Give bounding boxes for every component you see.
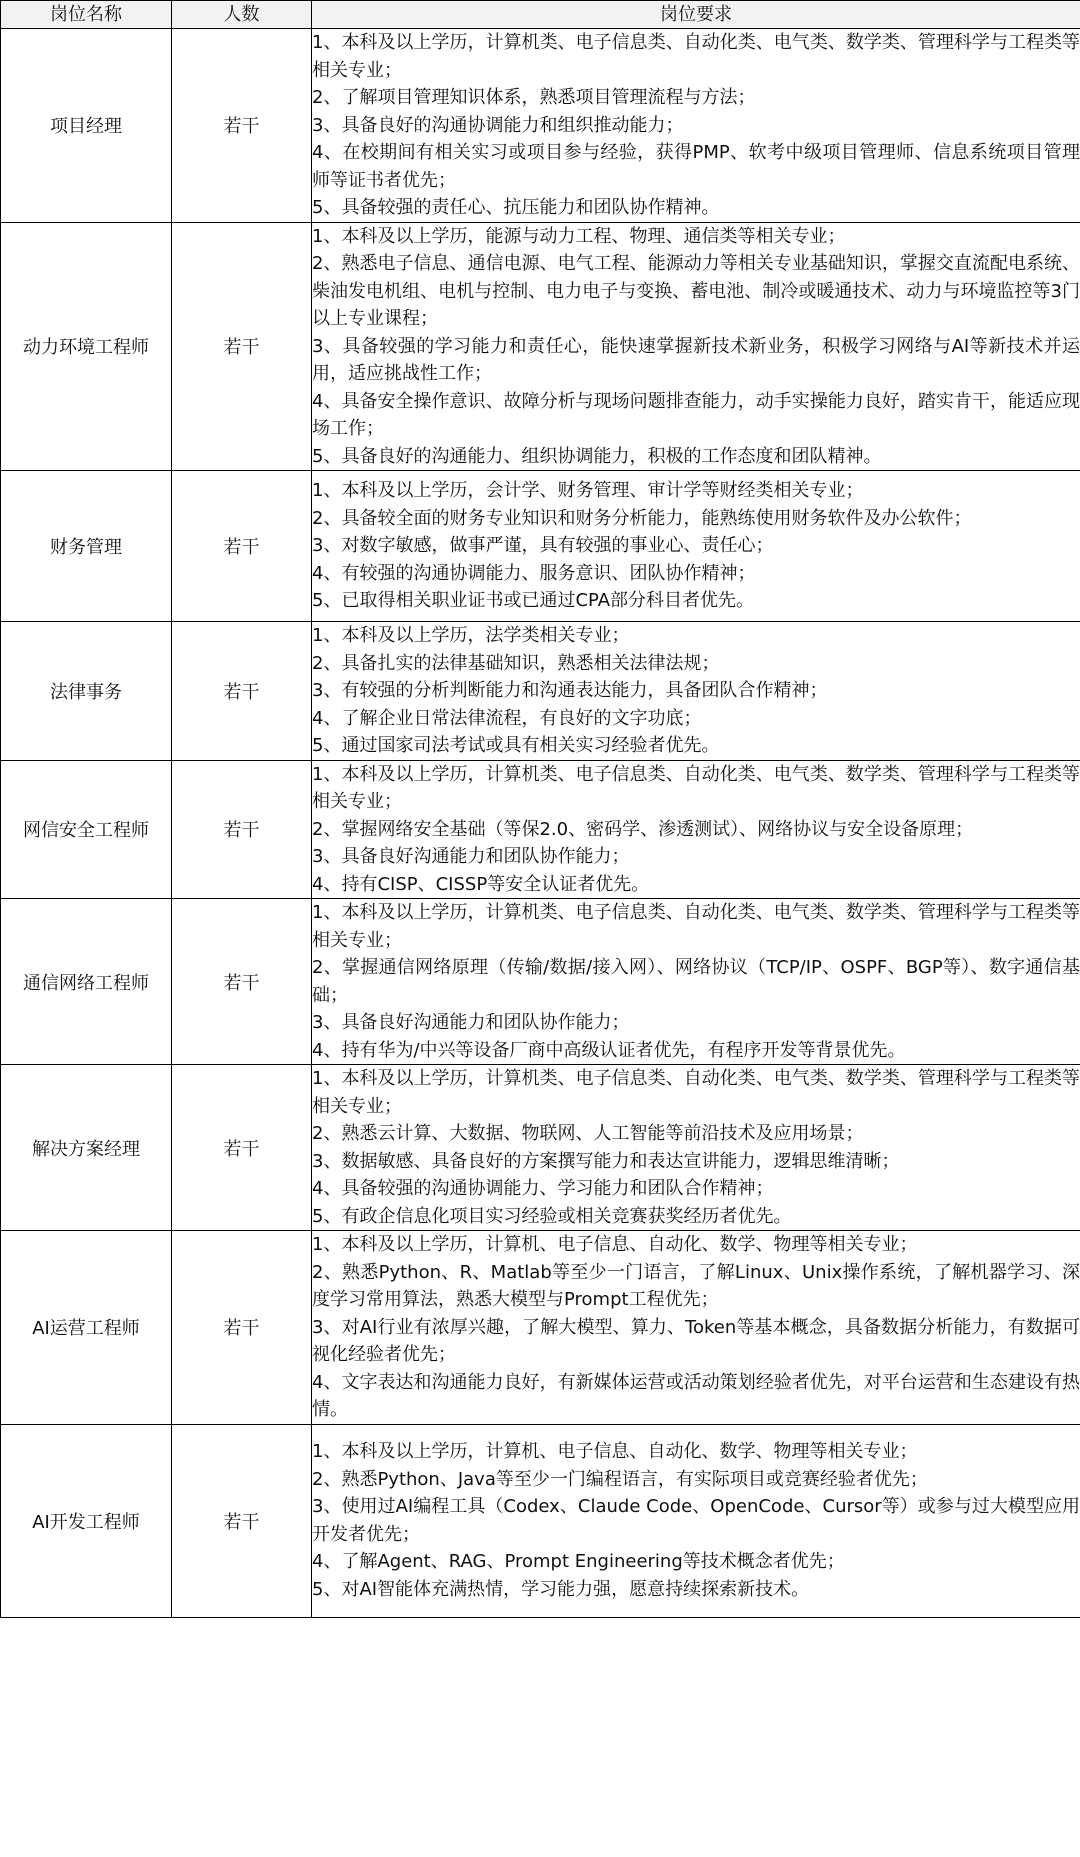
requirement-item: 2、了解项目管理知识体系，熟悉项目管理流程与方法；	[312, 87, 756, 108]
requirement-item: 1、本科及以上学历，计算机、电子信息、自动化、数学、物理等相关专业；	[312, 1441, 918, 1462]
table-row	[1, 222, 1080, 471]
job-name: AI运营工程师	[1, 1231, 172, 1425]
header-requirements: 岗位要求	[312, 1, 1080, 29]
requirement-item: 4、文字表达和沟通能力良好，有新媒体运营或活动策划经验者优先，对平台运营和生态建设有热情。	[312, 1371, 1080, 1420]
job-headcount: 若干	[172, 1065, 312, 1231]
requirement-item: 1、本科及以上学历，计算机类、电子信息类、自动化类、电气类、数学类、管理科学与工程类等相关专业；	[312, 1068, 1080, 1117]
requirement-item: 1、本科及以上学历，能源与动力工程、物理、通信类等相关专业；	[312, 225, 846, 247]
requirement-item: 3、对AI行业有浓厚兴趣，了解大模型、算力、Token等基本概念，具备数据分析能力，有数据可视化经验者优先；	[312, 1316, 1080, 1365]
requirement-item: 3、具备良好的沟通协调能力和组织推动能力；	[312, 114, 684, 136]
table-row	[1, 899, 1080, 1065]
job-name: 动力环境工程师	[1, 222, 172, 471]
job-requirements	[312, 29, 1080, 223]
job-name: AI开发工程师	[1, 1424, 172, 1617]
requirement-item: 5、已取得相关职业证书或已通过CPA部分科目者优先。	[312, 590, 755, 612]
requirement-item: 5、有政企信息化项目实习经验或相关竞赛获奖经历者优先。	[312, 1205, 792, 1227]
job-requirements	[312, 1424, 1080, 1617]
job-headcount: 若干	[172, 222, 312, 471]
job-requirements	[312, 471, 1080, 622]
table-row	[1, 1065, 1080, 1231]
requirement-item: 4、持有华为/中兴等设备厂商中高级认证者优先，有程序开发等背景优先。	[312, 1039, 906, 1061]
job-requirements	[312, 760, 1080, 899]
requirement-item: 3、使用过AI编程工具（Codex、Claude Code、OpenCode、Cursor等）或参与过大模型应用开发者优先；	[312, 1496, 1080, 1545]
table-row	[1, 760, 1080, 899]
job-requirements	[312, 899, 1080, 1065]
requirement-item: 2、掌握网络安全基础（等保2.0、密码学、渗透测试）、网络协议与安全设备原理；	[312, 818, 974, 840]
job-name: 法律事务	[1, 622, 172, 761]
requirement-item: 1、本科及以上学历，计算机、电子信息、自动化、数学、物理等相关专业；	[312, 1234, 918, 1255]
table-row	[1, 471, 1080, 622]
header-position-name: 岗位名称	[1, 1, 172, 29]
requirement-item: 4、具备较强的沟通协调能力、学习能力和团队合作精神；	[312, 1178, 774, 1199]
requirement-item: 3、数据敏感、具备良好的方案撰写能力和表达宣讲能力，逻辑思维清晰；	[312, 1150, 900, 1172]
requirement-item: 1、本科及以上学历，计算机类、电子信息类、自动化类、电气类、数学类、管理科学与工程类等相关专业；	[312, 902, 1080, 951]
requirement-item: 4、了解Agent、RAG、Prompt Engineering等技术概念者优先；	[312, 1551, 845, 1572]
requirement-item: 3、有较强的分析判断能力和沟通表达能力，具备团队合作精神；	[312, 680, 828, 701]
job-name: 财务管理	[1, 471, 172, 622]
job-name: 通信网络工程师	[1, 899, 172, 1065]
requirement-item: 2、熟悉电子信息、通信电源、电气工程、能源动力等相关专业基础知识，掌握交直流配电系统、柴油发电机组、电机与控制、电力电子与变换、蓄电池、制冷或暖通技术、动力与环境监控等3门以上专业课程；	[312, 253, 1080, 329]
job-headcount: 若干	[172, 1424, 312, 1617]
job-headcount: 若干	[172, 760, 312, 899]
table-row	[1, 1424, 1080, 1617]
requirement-item: 3、具备良好沟通能力和团队协作能力；	[312, 846, 630, 867]
requirement-item: 1、本科及以上学历，计算机类、电子信息类、自动化类、电气类、数学类、管理科学与工程类等相关专业；	[312, 32, 1080, 81]
requirement-item: 1、本科及以上学历，会计学、财务管理、审计学等财经类相关专业；	[312, 480, 864, 502]
header-headcount: 人数	[172, 1, 312, 29]
requirement-item: 5、对AI智能体充满热情，学习能力强，愿意持续探索新技术。	[312, 1578, 810, 1600]
requirement-item: 4、在校期间有相关实习或项目参与经验，获得PMP、软考中级项目管理师、信息系统项目管理师等证书者优先；	[312, 142, 1080, 191]
requirement-item: 3、具备良好沟通能力和团队协作能力；	[312, 1012, 630, 1033]
job-requirements	[312, 1231, 1080, 1425]
requirement-item: 3、具备较强的学习能力和责任心，能快速掌握新技术新业务，积极学习网络与AI等新技术并运用，适应挑战性工作；	[312, 335, 1080, 384]
requirement-item: 2、掌握通信网络原理（传输/数据/接入网）、网络协议（TCP/IP、OSPF、BGP等）、数字通信基础；	[312, 957, 1080, 1006]
requirement-item: 2、熟悉Python、R、Matlab等至少一门语言，了解Linux、Unix操作系统，了解机器学习、深度学习常用算法，熟悉大模型与Prompt工程优先；	[312, 1261, 1080, 1310]
job-requirements	[312, 1065, 1080, 1231]
requirement-item: 1、本科及以上学历，法学类相关专业；	[312, 625, 630, 646]
table-row	[1, 622, 1080, 761]
requirement-item: 5、具备良好的沟通能力、组织协调能力，积极的工作态度和团队精神。	[312, 445, 882, 467]
requirement-item: 4、有较强的沟通协调能力、服务意识、团队协作精神；	[312, 562, 756, 584]
job-headcount: 若干	[172, 899, 312, 1065]
table-body	[1, 29, 1080, 1618]
table-row	[1, 1231, 1080, 1425]
requirement-item: 2、熟悉Python、Java等至少一门编程语言，有实际项目或竞赛经验者优先；	[312, 1468, 928, 1490]
requirement-item: 2、具备较全面的财务专业知识和财务分析能力，能熟练使用财务软件及办公软件；	[312, 507, 972, 529]
requirement-item: 2、熟悉云计算、大数据、物联网、人工智能等前沿技术及应用场景；	[312, 1123, 864, 1144]
job-headcount: 若干	[172, 1231, 312, 1425]
requirement-item: 4、具备安全操作意识、故障分析与现场问题排查能力，动手实操能力良好，踏实肯干，能适应现场工作；	[312, 390, 1080, 439]
requirement-item: 3、对数字敏感，做事严谨，具有较强的事业心、责任心；	[312, 535, 774, 557]
job-name: 项目经理	[1, 29, 172, 223]
requirement-item: 4、持有CISP、CISSP等安全认证者优先。	[312, 873, 650, 895]
job-headcount: 若干	[172, 622, 312, 761]
requirement-item: 4、了解企业日常法律流程，有良好的文字功底；	[312, 707, 702, 729]
requirement-item: 2、具备扎实的法律基础知识，熟悉相关法律法规；	[312, 652, 720, 674]
requirement-item: 5、具备较强的责任心、抗压能力和团队协作精神。	[312, 197, 720, 218]
job-headcount: 若干	[172, 29, 312, 223]
requirement-item: 1、本科及以上学历，计算机类、电子信息类、自动化类、电气类、数学类、管理科学与工程类等相关专业；	[312, 763, 1080, 812]
table-row	[1, 29, 1080, 223]
job-name: 解决方案经理	[1, 1065, 172, 1231]
table-header-row	[1, 1, 1080, 29]
job-headcount: 若干	[172, 471, 312, 622]
job-name: 网信安全工程师	[1, 760, 172, 899]
job-requirements	[312, 622, 1080, 761]
requirement-item: 5、通过国家司法考试或具有相关实习经验者优先。	[312, 735, 720, 756]
job-requirements	[312, 222, 1080, 471]
